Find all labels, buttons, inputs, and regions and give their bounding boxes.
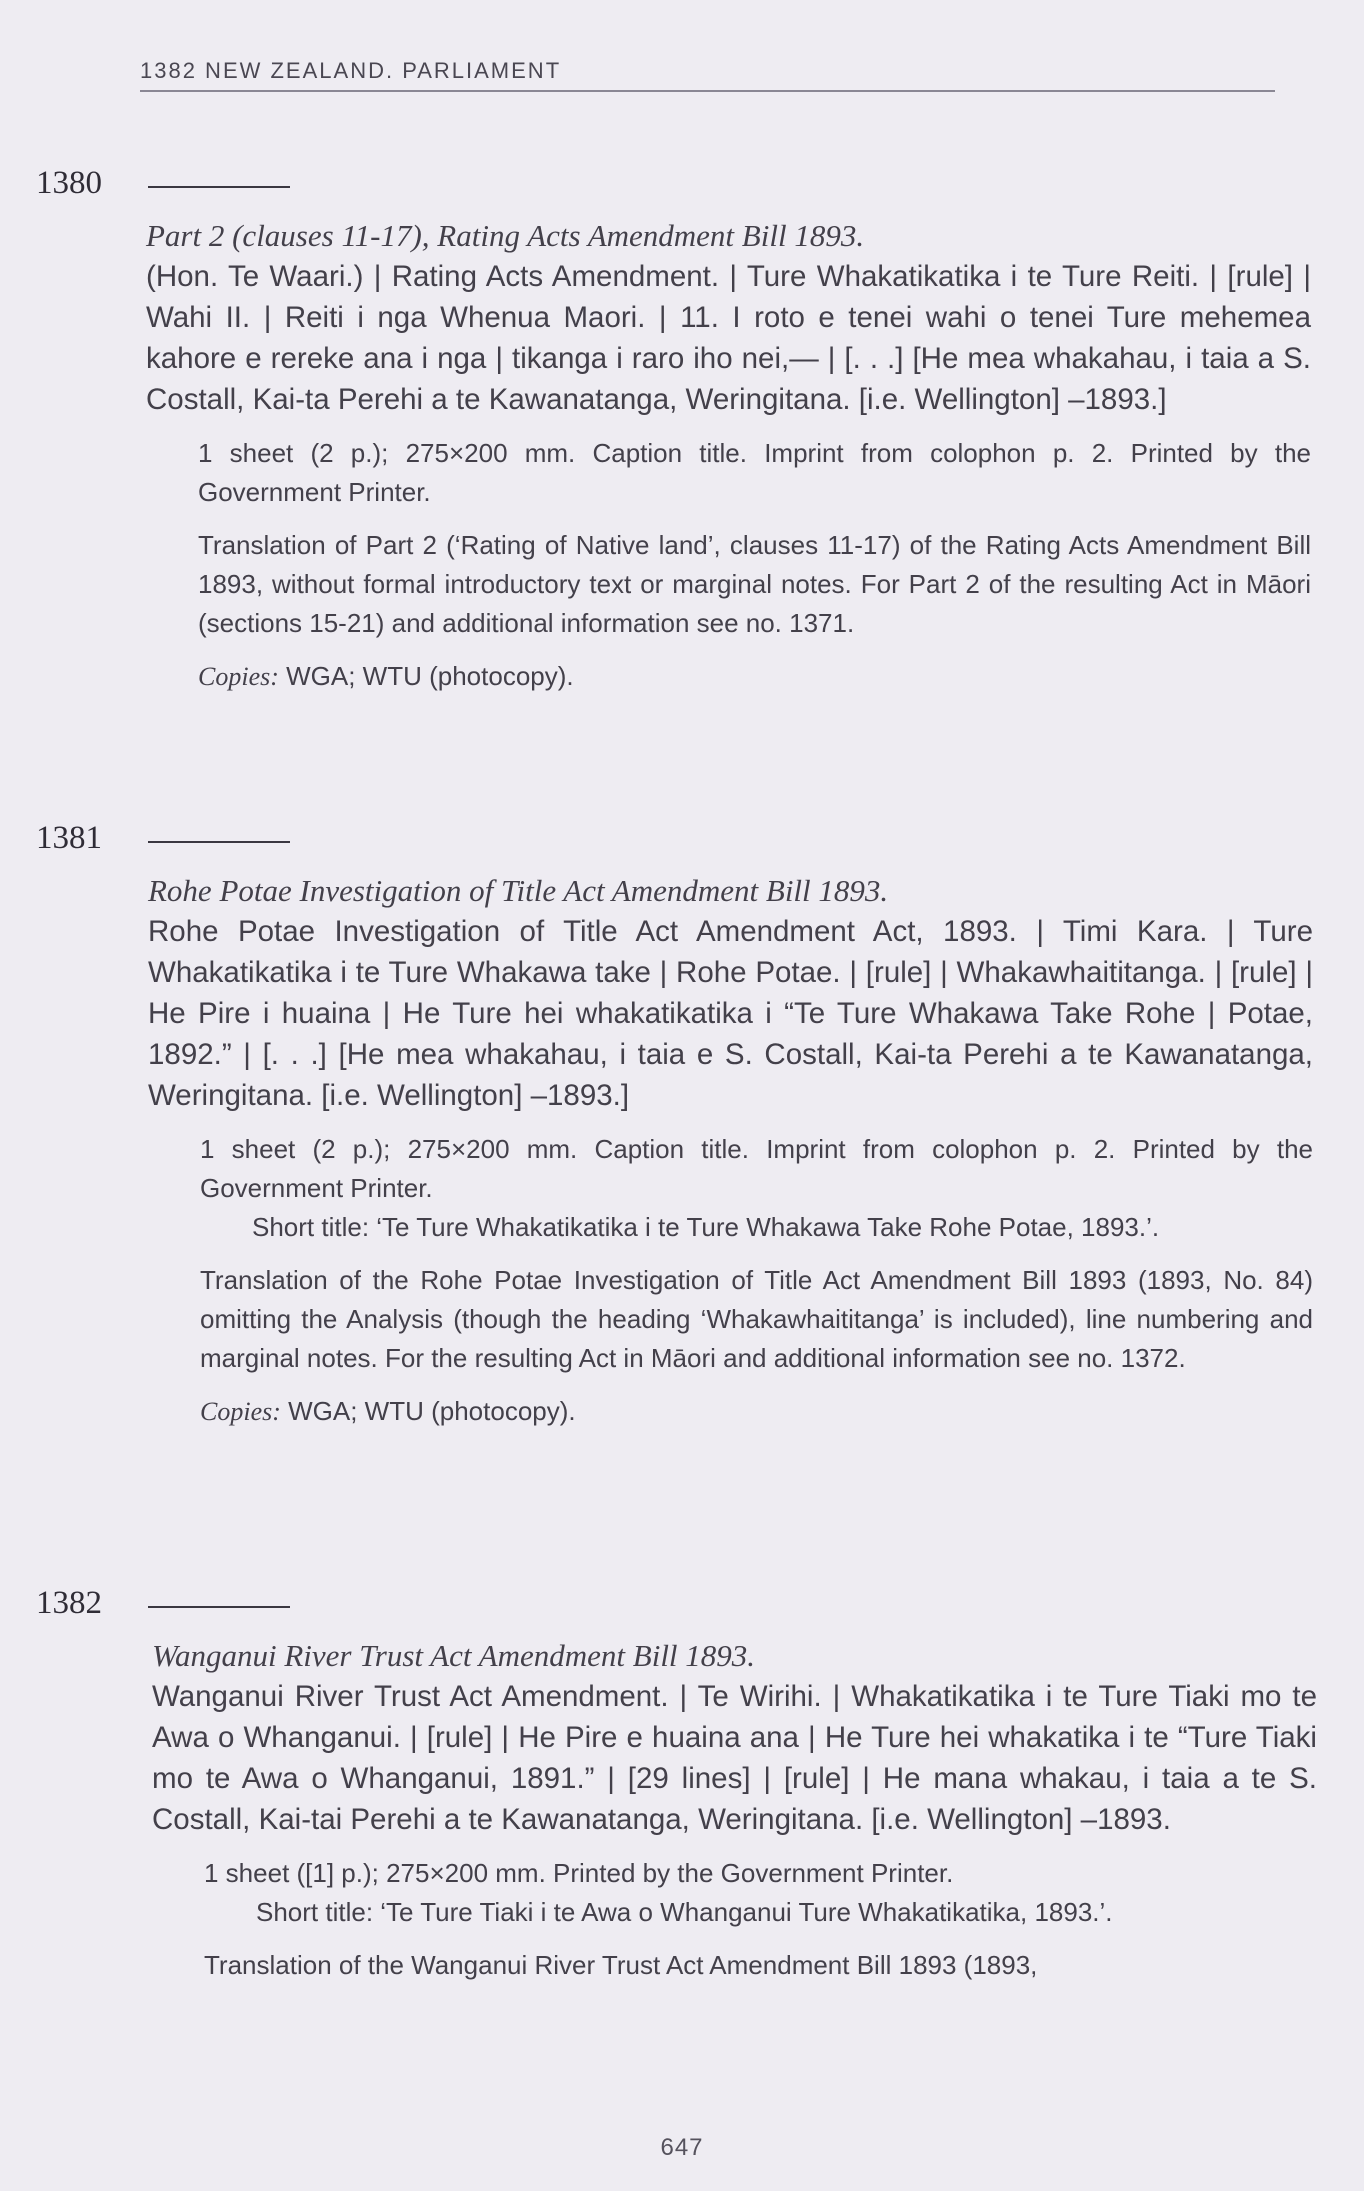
entry-number: 1380 [36,165,102,201]
copies-value: WGA; WTU (photocopy). [286,661,574,691]
entry-copies [198,657,1311,696]
running-head: 1382 NEW ZEALAND. PARLIAMENT [140,58,1275,92]
entry-rule [148,1606,290,1608]
entry-physical-description: 1 sheet (2 p.); 275×200 mm. Caption title. Imprint from colophon p. 2. Printed by the Government Printer. [198,438,1311,507]
page-number: 647 [660,2134,704,2161]
entry-number: 1381 [36,820,102,856]
entry-rule [148,186,290,188]
copies-value: WGA; WTU (photocopy). [288,1396,576,1426]
copies-label: Copies: [200,1397,281,1426]
entry-transcription: Rohe Potae Investigation of Title Act Amendment Act, 1893. | Timi Kara. | Ture Whakatikatika i te Ture Whakawa take | Rohe Potae. | [rule] | Whakawhaititanga. | [rule] | He Pire i huaina | He Ture hei whakatikatika i “Te Ture Whakawa Take Rohe | Potae, 1892.” | [. . .] [He mea whakahau, i taia e S. Costall, Kai-ta Perehi a te Kawanatanga, Weringitana. [i.e. Wellington] –1893.] [148,915,1313,1112]
entry-translation-note: Translation of Part 2 (‘Rating of Native land’, clauses 11-17) of the Rating Acts Amendment Bill 1893, without formal introductory text or marginal notes. For Part 2 of the resulting Act in Māori (sections 15-21) and additional information see no. 1371. [198,530,1311,638]
entry-title: Part 2 (clauses 11-17), Rating Acts Amendment Bill 1893. [146,218,865,253]
entry-transcription: Wanganui River Trust Act Amendment. | Te Wirihi. | Whakatikatika i te Ture Tiaki mo te Awa o Whanganui. | [rule] | He Pire e huaina ana | He Ture hei whakatika i te “Ture Tiaki mo te Awa o Whanganui, 1891.” | [29 lines] | [rule] | He mana whakau, i taia a te S. Costall, Kai-tai Perehi a te Kawanatanga, Weringitana. [i.e. Wellington] –1893. [152,1680,1317,1836]
entry-body [148,870,1313,1431]
entry-body [152,1635,1317,1985]
entry-short-title: Short title: ‘Te Ture Tiaki i te Awa o Whanganui Ture Whakatikatika, 1893.’. [256,1897,1113,1927]
entry-title: Rohe Potae Investigation of Title Act Amendment Bill 1893. [148,873,889,908]
entry-translation-note: Translation of the Wanganui River Trust Act Amendment Bill 1893 (1893, [204,1950,1038,1980]
entry-physical-description: 1 sheet (2 p.); 275×200 mm. Caption title. Imprint from colophon p. 2. Printed by the Government Printer. [200,1134,1313,1203]
entry-body [146,215,1311,696]
entry-physical-description: 1 sheet ([1] p.); 275×200 mm. Printed by the Government Printer. [204,1858,954,1888]
entry-translation-note: Translation of the Rohe Potae Investigation of Title Act Amendment Bill 1893 (1893, No. 84) omitting the Analysis (though the heading ‘Whakawhaititanga’ is included), line numbering and marginal notes. For the resulting Act in Māori and additional information see no. 1372. [200,1265,1313,1373]
entry-short-title: Short title: ‘Te Ture Whakatikatika i te Ture Whakawa Take Rohe Potae, 1893.’. [252,1212,1160,1242]
entry-transcription: (Hon. Te Waari.) | Rating Acts Amendment. | Ture Whakatikatika i te Ture Reiti. | [rule] | Wahi II. | Reiti i nga Whenua Maori. | 11. I roto e tenei wahi o tenei Ture mehemea kahore e rereke ana i nga | tikanga i raro iho nei,— | [. . .] [He mea whakahau, i taia a S. Costall, Kai-ta Perehi a te Kawanatanga, Weringitana. [i.e. Wellington] –1893.] [146,260,1311,416]
entry-rule [148,841,290,843]
entry-copies [200,1392,1313,1431]
entry-number: 1382 [36,1585,102,1621]
entry-title: Wanganui River Trust Act Amendment Bill 1893. [152,1638,756,1673]
copies-label: Copies: [198,662,279,691]
